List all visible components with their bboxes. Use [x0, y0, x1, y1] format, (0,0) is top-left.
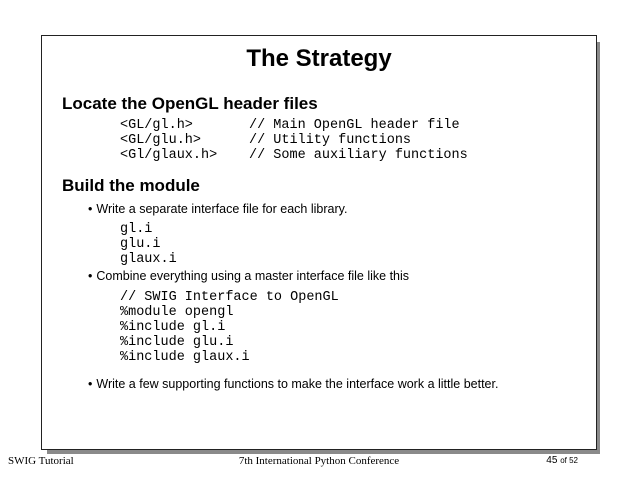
code-line: %include glu.i	[120, 335, 234, 350]
interface-file: glaux.i	[120, 252, 177, 267]
bullet-text: Write a separate interface file for each library.	[96, 202, 348, 216]
page-number	[546, 455, 578, 466]
interface-file: gl.i	[120, 222, 153, 237]
bullet-text: Write a few supporting functions to make the interface work a little better.	[96, 377, 499, 391]
footer-center: 7th International Python Conference	[238, 455, 400, 467]
header-comment: // Utility functions	[249, 133, 412, 148]
header-file: <Gl/glaux.h>	[120, 148, 218, 163]
code-line: %module opengl	[120, 305, 234, 320]
header-comment: // Main OpenGL header file	[249, 118, 460, 133]
interface-file: glu.i	[120, 237, 161, 252]
header-file: <GL/glu.h>	[120, 133, 202, 148]
page-total: of 52	[560, 456, 578, 465]
bullet-icon: •	[88, 202, 93, 216]
code-line: %include gl.i	[120, 320, 226, 335]
bullet-item	[88, 269, 409, 283]
bullet-item	[88, 202, 347, 216]
header-file: <GL/gl.h>	[120, 118, 193, 133]
footer-left: SWIG Tutorial	[8, 455, 74, 467]
bullet-icon: •	[88, 377, 93, 391]
code-line: %include glaux.i	[120, 350, 250, 365]
code-line: // SWIG Interface to OpenGL	[120, 290, 339, 305]
bullet-icon: •	[88, 269, 93, 283]
section-heading-build: Build the module	[62, 176, 200, 195]
section-heading-locate: Locate the OpenGL header files	[62, 94, 318, 113]
header-comment: // Some auxiliary functions	[249, 148, 468, 163]
bullet-item	[88, 377, 498, 391]
page-current: 45	[546, 455, 558, 466]
slide	[41, 35, 597, 450]
bullet-text: Combine everything using a master interface file like this	[96, 269, 410, 283]
slide-title: The Strategy	[246, 45, 392, 72]
